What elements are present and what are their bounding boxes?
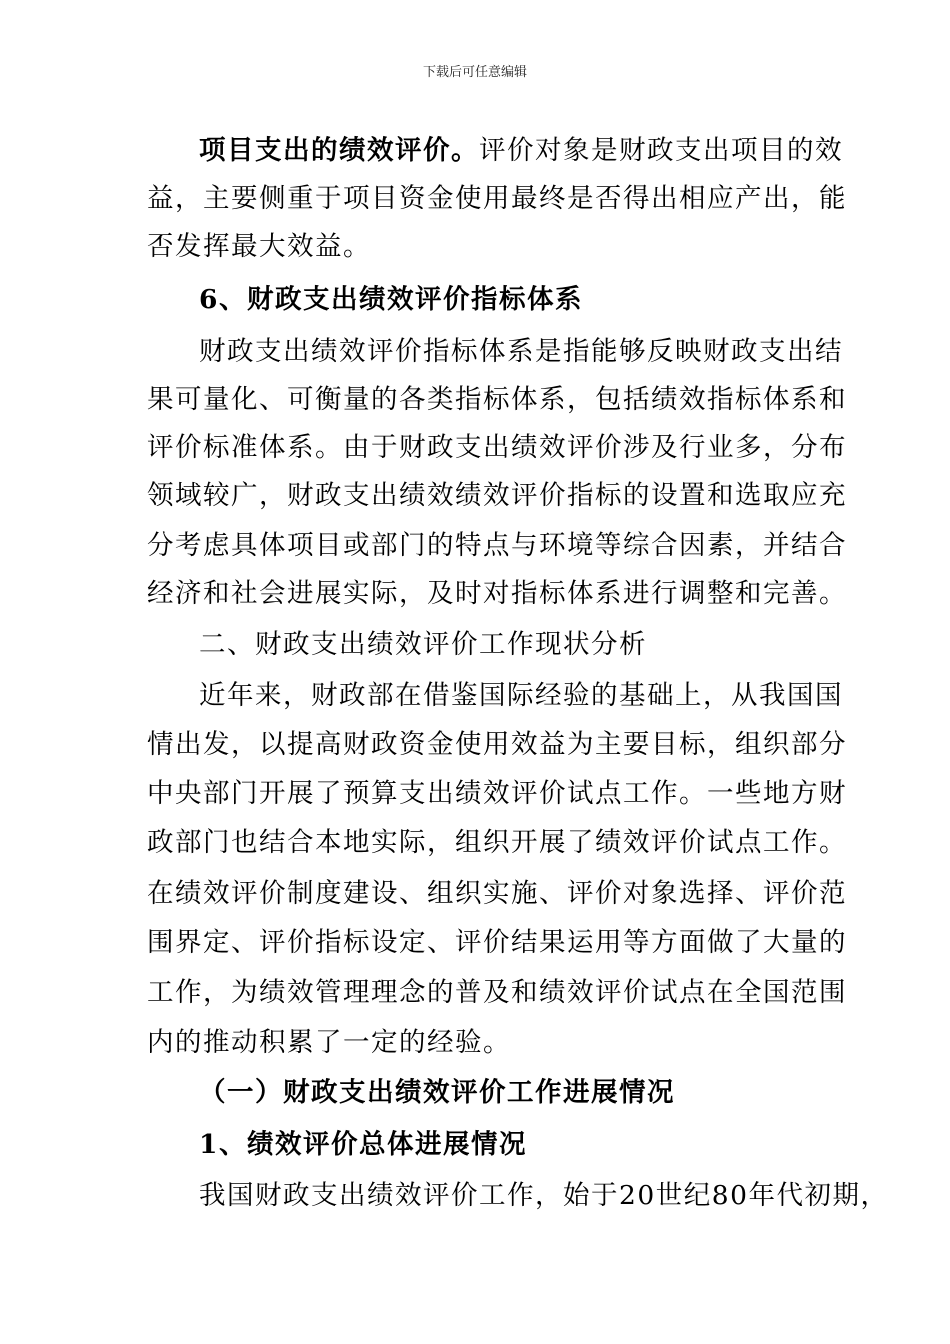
- paragraph-line: 评价标准体系。由于财政支出绩效评价涉及行业多，分布: [147, 432, 847, 463]
- paragraph-line: 围界定、评价指标设定、评价结果运用等方面做了大量的: [147, 927, 847, 958]
- paragraph-line: 经济和社会进展实际，及时对指标体系进行调整和完善。: [147, 578, 847, 609]
- paragraph-line: 近年来，财政部在借鉴国际经验的基础上，从我国国: [199, 680, 843, 711]
- paragraph-line: 工作，为绩效管理理念的普及和绩效评价试点在全国范围: [147, 977, 847, 1008]
- paragraph-line: 情出发，以提高财政资金使用效益为主要目标，组织部分: [147, 729, 847, 760]
- paragraph-line: 内的推动积累了一定的经验。: [147, 1027, 511, 1058]
- paragraph-line: 政部门也结合本地实际，组织开展了绩效评价试点工作。: [147, 827, 847, 858]
- paragraph-line: 果可量化、可衡量的各类指标体系，包括绩效指标体系和: [147, 384, 847, 415]
- paragraph-line: [199, 133, 843, 169]
- paragraph-line: 领域较广，财政支出绩效绩效评价指标的设置和选取应充: [147, 480, 847, 511]
- paragraph-line: 财政支出绩效评价指标体系是指能够反映财政支出结: [199, 336, 843, 367]
- paragraph-text: 评价对象是财政支出项目的效: [479, 135, 843, 166]
- page-header: 下载后可任意编辑: [422, 65, 527, 80]
- paragraph-line: 分考虑具体项目或部门的特点与环境等综合因素，并结合: [147, 530, 847, 561]
- subsection-heading: 1、绩效评价总体进展情况: [199, 1129, 527, 1160]
- subsection-heading: （一）财政支出绩效评价工作进展情况: [199, 1077, 675, 1108]
- paragraph-line: 我国财政支出绩效评价工作，始于20世纪80年代初期，: [199, 1180, 889, 1211]
- paragraph-line: 在绩效评价制度建设、组织实施、评价对象选择、评价范: [147, 878, 847, 909]
- paragraph-line: 益，主要侧重于项目资金使用最终是否得出相应产出，能: [147, 183, 847, 214]
- paragraph-line: 否发挥最大效益。: [147, 231, 371, 262]
- bold-lead-term: 项目支出的绩效评价。: [199, 135, 479, 166]
- paragraph-line: 中央部门开展了预算支出绩效评价试点工作。一些地方财: [147, 778, 847, 809]
- section-heading: 二、财政支出绩效评价工作现状分析: [199, 629, 647, 660]
- section-heading: 6、财政支出绩效评价指标体系: [199, 284, 583, 315]
